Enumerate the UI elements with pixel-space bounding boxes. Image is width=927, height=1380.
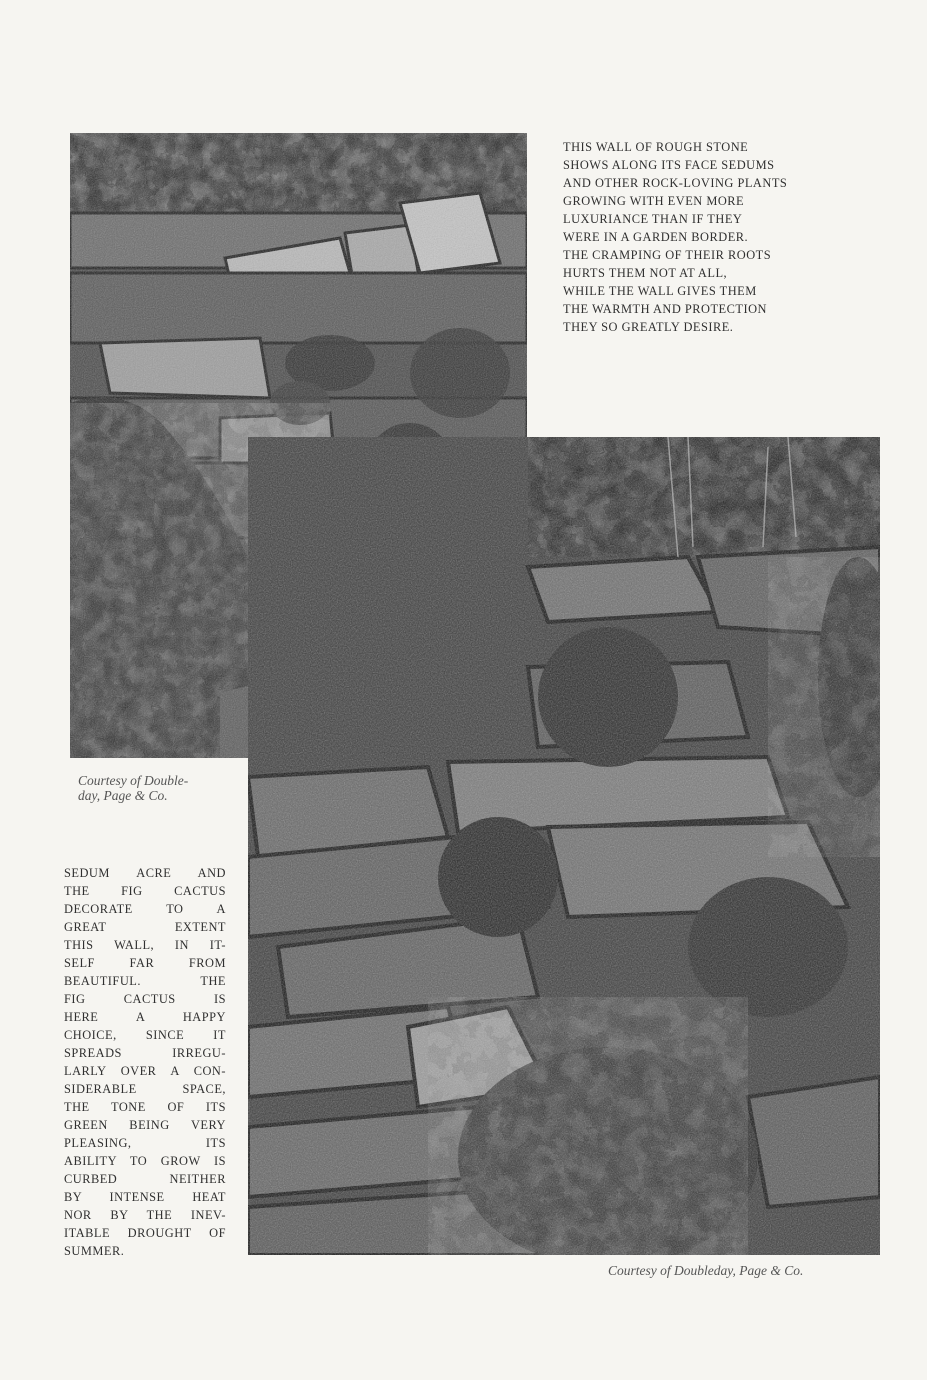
left-caption (64, 864, 226, 1260)
top-caption (563, 138, 833, 336)
left-caption-line: CHOICE, SINCE IT (64, 1028, 226, 1042)
top-caption-line: LUXURIANCE THAN IF THEY (563, 212, 743, 226)
credit-line: day, Page & Co. (78, 788, 168, 803)
top-caption-line: AND OTHER ROCK-LOVING PLANTS (563, 176, 788, 190)
left-caption-line: ITABLE DROUGHT OF (64, 1226, 226, 1240)
left-caption-line: SUMMER. (64, 1244, 125, 1258)
left-caption-line: THE FIG CACTUS (64, 884, 226, 898)
left-caption-line: LARLY OVER A CON- (64, 1064, 226, 1078)
top-caption-line: THEY SO GREATLY DESIRE. (563, 320, 734, 334)
top-caption-line: WHILE THE WALL GIVES THEM (563, 284, 757, 298)
left-caption-line: SELF FAR FROM (64, 956, 226, 970)
top-caption-line: THIS WALL OF ROUGH STONE (563, 140, 749, 154)
left-caption-line: DECORATE TO A (64, 902, 226, 916)
left-caption-line: HERE A HAPPY (64, 1010, 226, 1024)
left-caption-line: THE TONE OF ITS (64, 1100, 226, 1114)
photo-credit-bottom: Courtesy of Doubleday, Page & Co. (608, 1263, 804, 1278)
left-caption-line: PLEASING, ITS (64, 1136, 226, 1150)
top-caption-line: SHOWS ALONG ITS FACE SEDUMS (563, 158, 775, 172)
left-caption-line: GREAT EXTENT (64, 920, 226, 934)
left-caption-line: SPREADS IRREGU- (64, 1046, 226, 1060)
top-caption-line: WERE IN A GARDEN BORDER. (563, 230, 749, 244)
left-caption-line: CURBED NEITHER (64, 1172, 226, 1186)
left-caption-line: SIDERABLE SPACE, (64, 1082, 226, 1096)
left-caption-line: NOR BY THE INEV- (64, 1208, 226, 1222)
top-caption-line: HURTS THEM NOT AT ALL, (563, 266, 728, 280)
top-caption-line: THE WARMTH AND PROTECTION (563, 302, 767, 316)
credit-line: Courtesy of Double- (78, 773, 189, 788)
photo-credit-top (78, 773, 238, 803)
left-caption-line: FIG CACTUS IS (64, 992, 226, 1006)
photo-overlap-area (248, 437, 527, 758)
top-caption-line: GROWING WITH EVEN MORE (563, 194, 745, 208)
left-caption-line: BY INTENSE HEAT (64, 1190, 226, 1204)
top-caption-line: THE CRAMPING OF THEIR ROOTS (563, 248, 772, 262)
left-caption-line: SEDUM ACRE AND (64, 866, 226, 880)
left-caption-line: THIS WALL, IN IT- (64, 938, 226, 952)
left-caption-line: GREEN BEING VERY (64, 1118, 226, 1132)
left-caption-line: ABILITY TO GROW IS (64, 1154, 226, 1168)
left-caption-line: BEAUTIFUL. THE (64, 974, 226, 988)
